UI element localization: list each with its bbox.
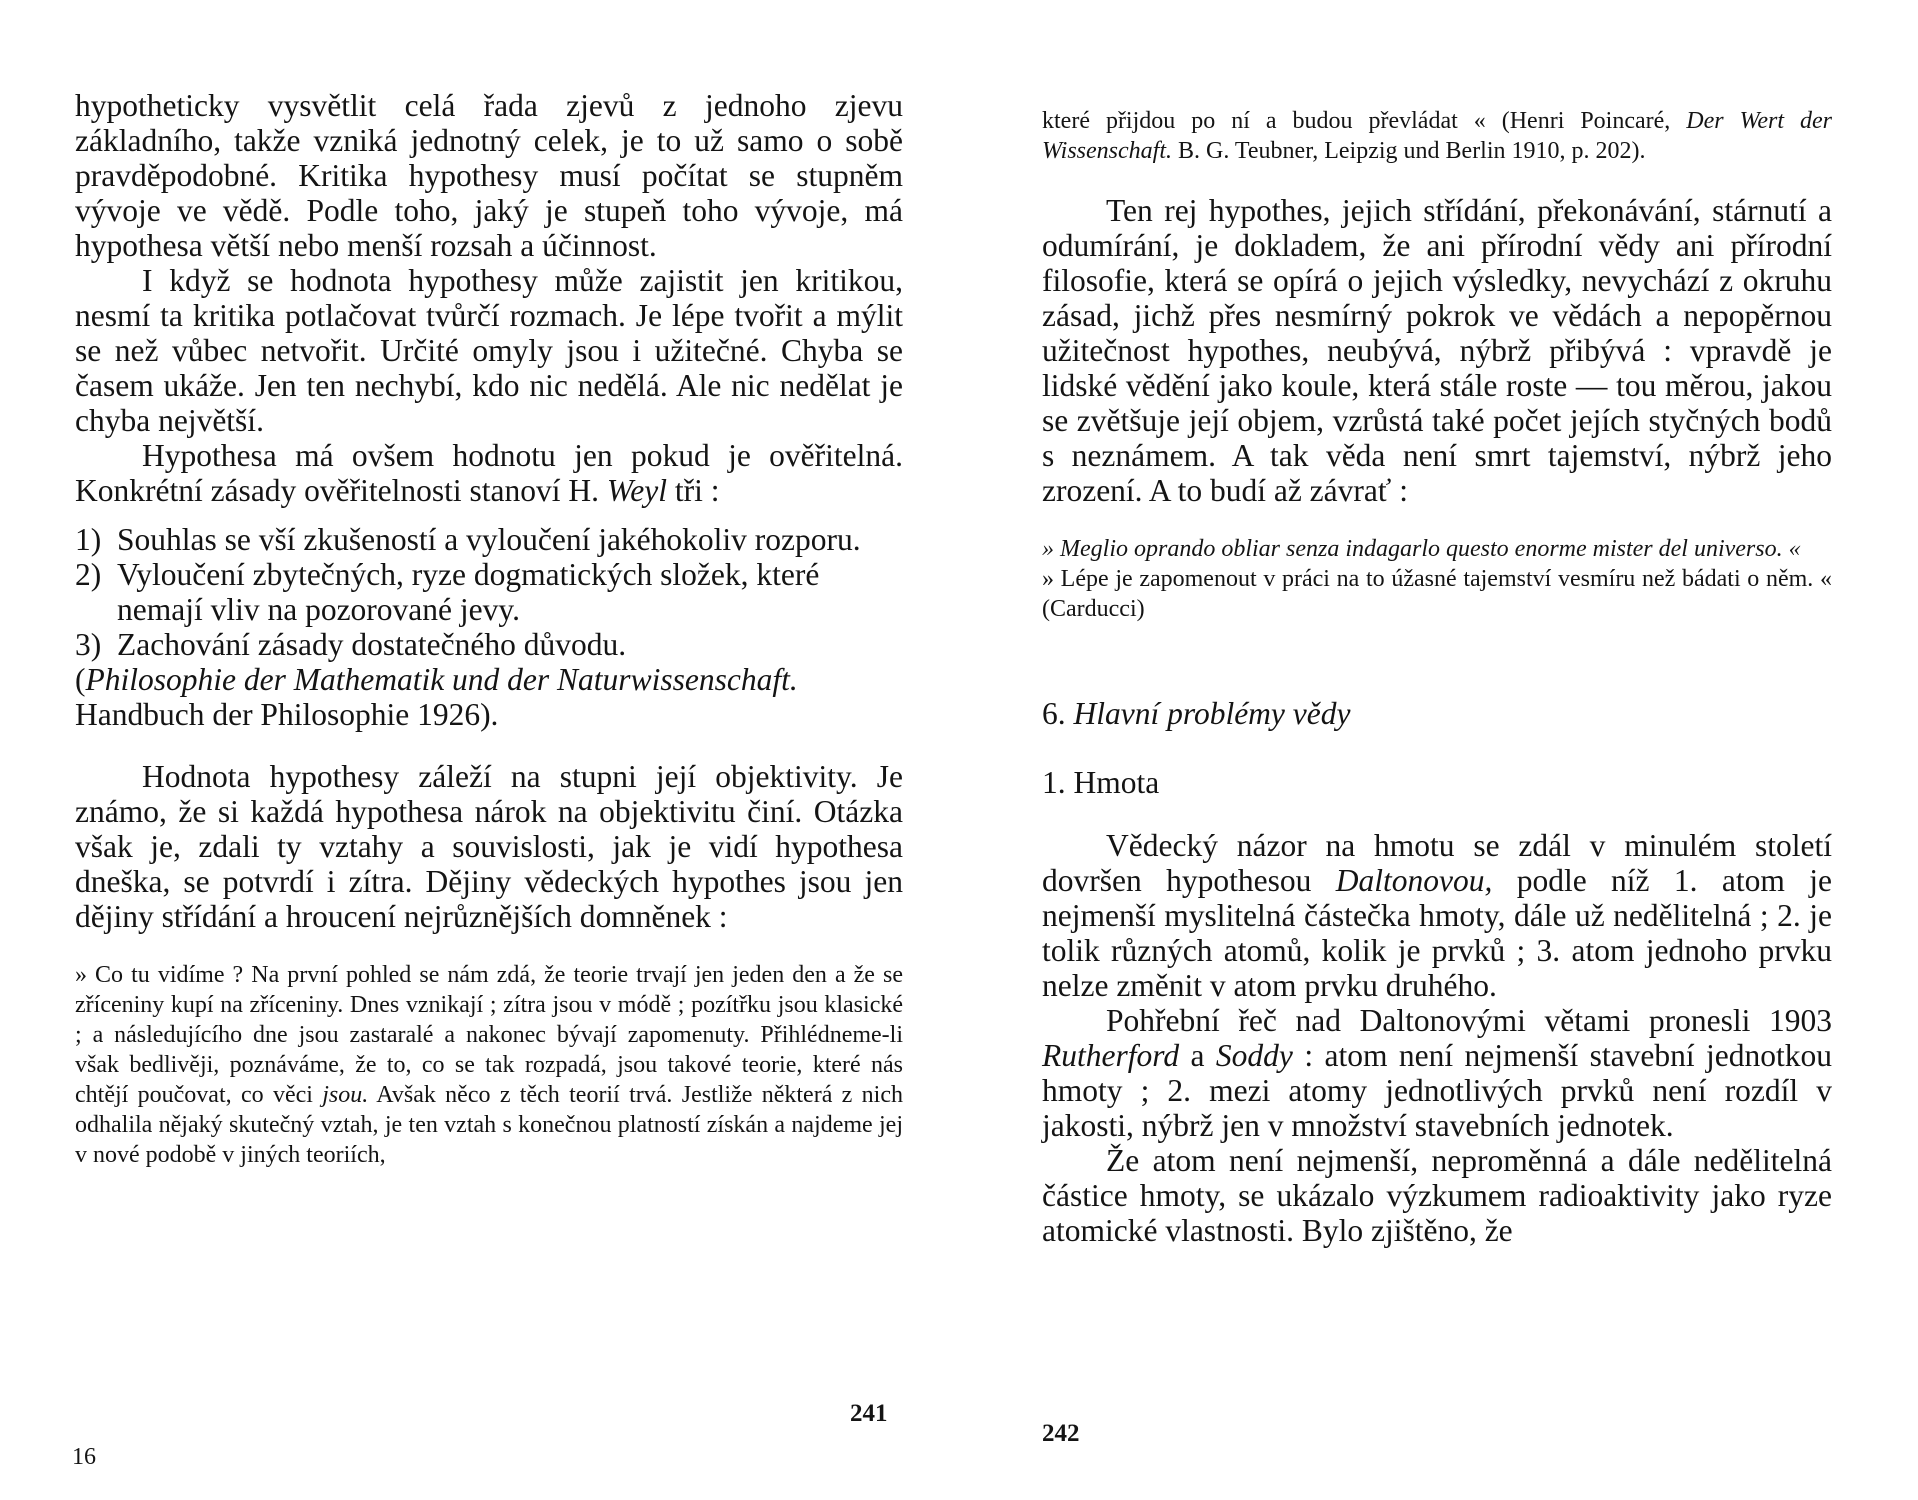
source-open-paren: (	[75, 662, 86, 697]
poincare-quote	[75, 960, 903, 1170]
source-title: Philosophie der Mathematik und der Naturwissenschaft.	[85, 662, 798, 697]
conjunction: a	[1190, 1038, 1205, 1073]
criteria-number: 1)	[75, 522, 102, 557]
criteria-number: 3)	[75, 627, 102, 662]
criteria-item	[75, 557, 903, 627]
quote-continuation	[1042, 106, 1832, 166]
left-paragraph-2: I když se hodnota hypothesy může zajistit jen kritikou, nesmí ta kritika potlačovat tvůrčí rozmach. Je lépe tvořit a mýlit se než vůbec netvořit. Určité omyly jsou i užitečné. Chyba se časem ukáže. Jen ten nechybí, kdo nic nedělá. Ale nic nedělat je chyba největší.	[75, 263, 903, 438]
page-number-left: 241	[850, 1400, 888, 1427]
left-paragraph-3-end: tři :	[674, 473, 720, 508]
section-number: 6.	[1042, 696, 1066, 731]
section-title: Hlavní problémy vědy	[1073, 696, 1351, 731]
criteria-number: 2)	[75, 557, 102, 592]
poincare-quote-end: Avšak něco z těch teorií trvá. Jestliže některá z nich odhalila nějaký skutečný vztah, je ten vztah s konečnou platností získán a najdeme jej v nové podobě v jiných teoriích,	[75, 1082, 903, 1168]
rutherford-name: Rutherford	[1042, 1038, 1180, 1073]
left-paragraph-3-text: Hypothesa má ovšem hodnotu jen pokud je ověřitelná. Konkrétní zásady ověřitelnosti stanoví H.	[75, 438, 903, 508]
soddy-name: Soddy	[1215, 1038, 1293, 1073]
right-page	[960, 0, 1918, 1500]
left-paragraph-3	[75, 438, 903, 508]
poincare-quote-emphasis: jsou.	[322, 1082, 369, 1108]
criteria-text: Vyloučení zbytečných, ryze dogmatických složek, které nemají vliv na pozorované jevy.	[117, 557, 820, 627]
source-citation	[75, 662, 903, 732]
criteria-text: Souhlas se vší zkušeností a vyloučení jakéhokoliv rozporu.	[117, 522, 861, 557]
quote-source-title: Der Wert der Wissenschaft.	[1042, 108, 1833, 164]
right-paragraph-4: Že atom není nejmenší, neproměnná a dále nedělitelná částice hmoty, se ukázalo výzkumem radioaktivity jako ryze atomické vlastnosti. Bylo zjištěno, že	[1042, 1143, 1832, 1248]
italian-quote	[1042, 534, 1832, 564]
right-paragraph-3-b: : atom není nejmenší stavební jednotkou hmoty ; 2. mezi atomy jednotlivých prvků není rozdíl v jakosti, nýbrž jen v množství stavebních jednotek.	[1042, 1038, 1833, 1143]
criteria-item	[75, 522, 903, 557]
source-rest: Handbuch der Philosophie 1926).	[75, 697, 499, 732]
poincare-quote-start: » Co tu vidíme ? Na první pohled se nám zdá, že teorie trvají jen jeden den a že se zříceniny kupí na zříceniny. Dnes vznikají ; zítra jsou v módě ; pozítřku jsou klasické ; a následujícího dne jsou zastaralé a nakonec bývají zapomenuty. Přihlédneme-li však bedlivěji, poznáváme, že to, co se tak rozpadá, jsou takové teorie, které nás chtějí poučovat, co věci	[75, 962, 903, 1108]
right-paragraph-3	[1042, 1003, 1832, 1143]
page-number-right: 242	[1042, 1420, 1080, 1447]
left-paragraph-1: hypotheticky vysvětlit celá řada zjevů z jednoho zjevu základního, takže vzniká jednotný celek, je to už samo o sobě pravděpodobné. Kritika hypothesy musí počítat se stupněm vývoje ve vědě. Podle toho, jaký je stupeň toho vývoje, má hypothesa větší nebo menší rozsah a účinnost.	[75, 88, 903, 263]
right-paragraph-2-b: podle níž 1. atom je nejmenší myslitelná částečka hmoty, dále už nedělitelná ; 2. je tolik různých atomů, kolik je prvků ; 3. atom jednoho prvku nelze změnit v atom prvku druhého.	[1042, 863, 1832, 1003]
quote-continuation-end: B. G. Teubner, Leipzig und Berlin 1910, p. 202).	[1178, 138, 1646, 164]
author-name-weyl: Weyl	[606, 473, 667, 508]
signature-mark: 16	[72, 1444, 96, 1470]
right-text-column	[1042, 106, 1832, 1248]
left-text-column	[75, 88, 903, 1170]
criteria-list	[75, 522, 903, 662]
criteria-text: Zachování zásady dostatečného důvodu.	[117, 627, 627, 662]
left-paragraph-4: Hodnota hypothesy záleží na stupni její objektivity. Je známo, že si každá hypothesa nárok na objektivitu činí. Otázka však je, zdali ty vztahy a souvislosti, jak je vidí hypothesa dneška, se potvrdí i zítra. Dějiny vědeckých hypothes jsou jen dějiny střídání a hroucení nejrůznějších domněnek :	[75, 759, 903, 934]
section-heading	[1042, 696, 1832, 731]
right-paragraph-2-a: Vědecký názor na hmotu se zdál v minulém století dovršen hypothesou	[1042, 828, 1832, 898]
right-paragraph-2	[1042, 828, 1832, 1003]
dalton-name: Daltonovou,	[1335, 863, 1493, 898]
criteria-item	[75, 627, 903, 662]
right-paragraph-3-a: Pohřební řeč nad Daltonovými větami pronesli 1903	[1106, 1003, 1832, 1038]
quote-continuation-start: které přijdou po ní a budou převládat « (Henri Poincaré,	[1042, 108, 1671, 134]
right-paragraph-1: Ten rej hypothes, jejich střídání, překonávání, stárnutí a odumírání, je dokladem, že ani přírodní vědy ani přírodní filosofie, která se opírá o jejich výsledky, nevychází z okruhu zásad, jichž přes nesmírný pokrok ve vědách a nepopěrnou užitečnost hypothes, neubývá, nýbrž přibývá : vpravdě je lidské vědění jako koule, která stále roste — tou měrou, jakou se zvětšuje její objem, vzrůstá také počet jejích styčných bodů s neznámem. A tak věda není smrt tajemství, nýbrž jeho zrození. A to budí až závrať :	[1042, 193, 1832, 508]
czech-quote: » Lépe je zapomenout v práci na to úžasné tajemství vesmíru než bádati o něm. « (Carducci)	[1042, 566, 1832, 622]
subsection-heading: 1. Hmota	[1042, 765, 1160, 800]
italian-quote-text: » Meglio oprando obliar senza indagarlo questo enorme mister del universo. «	[1042, 536, 1801, 562]
